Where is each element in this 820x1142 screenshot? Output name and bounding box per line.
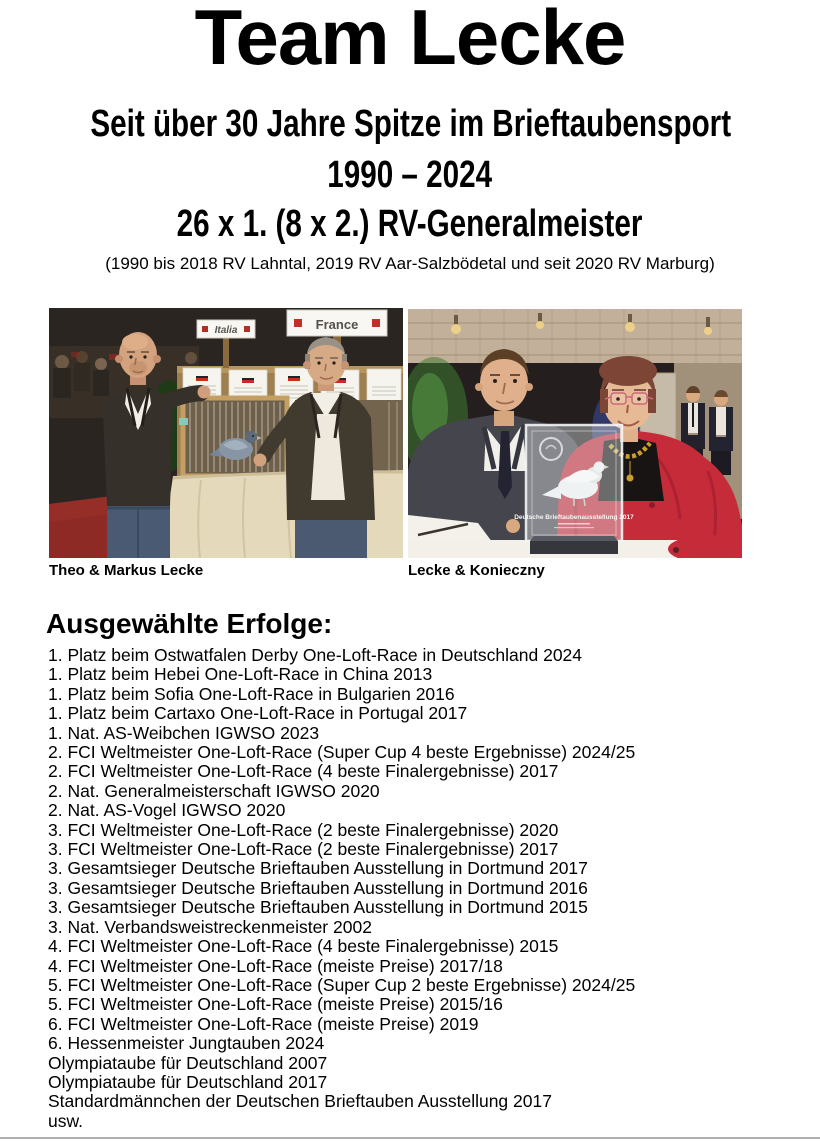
achievement-item: 3. Gesamtsieger Deutsche Brieftauben Ausstellung in Dortmund 2015: [48, 897, 588, 918]
trophy-inscription: Deutsche Brieftaubenausstellung 2017: [514, 514, 634, 521]
france-sign: [287, 310, 387, 336]
achievement-item: 3. Gesamtsieger Deutsche Brieftauben Ausstellung in Dortmund 2016: [48, 877, 588, 898]
achievement-item: 1. Platz beim Sofia One-Loft-Race in Bulgarien 2016: [48, 683, 455, 704]
achievement-item: 5. FCI Weltmeister One-Loft-Race (Super Cup 2 beste Ergebnisse) 2024/25: [48, 974, 636, 995]
achievement-item: 1. Platz beim Cartaxo One-Loft-Race in Portugal 2017: [48, 703, 468, 724]
photo-lecke-konieczny: [408, 309, 742, 558]
photo-theo-markus-svg: [49, 308, 403, 558]
achievement-item: 2. FCI Weltmeister One-Loft-Race (4 beste Finalergebnisse) 2017: [48, 761, 559, 782]
achievement-item: 6. FCI Weltmeister One-Loft-Race (meiste Preise) 2019: [48, 1013, 479, 1034]
achievement-item: usw.: [48, 1110, 84, 1131]
achievement-item: Olympiataube für Deutschland 2017: [48, 1071, 328, 1092]
achievement-item: 3. Nat. Verbandsweistreckenmeister 2002: [48, 916, 372, 937]
photo-theo-markus-lecke: [49, 308, 403, 558]
achievement-item: 4. FCI Weltmeister One-Loft-Race (4 beste Finalergebnisse) 2015: [48, 936, 559, 957]
achievement-item: 4. FCI Weltmeister One-Loft-Race (meiste Preise) 2017/18: [48, 955, 503, 976]
achievement-item: 2. FCI Weltmeister One-Loft-Race (Super Cup 4 beste Ergebnisse) 2024/25: [48, 742, 636, 763]
achievement-item: Standardmännchen der Deutschen Brieftauben Ausstellung 2017: [48, 1091, 552, 1112]
headline-text: 26 x 1. (8 x 2.) RV-Generalmeister: [177, 203, 643, 245]
photo-lecke-konieczny-svg: [408, 309, 742, 558]
achievements-heading: Ausgewählte Erfolge:: [46, 608, 333, 639]
achievement-item: 1. Platz beim Ostwatfalen Derby One-Loft-Race in Deutschland 2024: [48, 645, 583, 665]
achievement-item: 3. Gesamtsieger Deutsche Brieftauben Ausstellung in Dortmund 2017: [48, 858, 588, 879]
achievement-item: Olympiataube für Deutschland 2007: [48, 1052, 328, 1073]
achievement-item: 6. Hessenmeister Jungtauben 2024: [48, 1033, 325, 1054]
club-history: (1990 bis 2018 RV Lahntal, 2019 RV Aar-Salzbödetal und seit 2020 RV Marburg): [105, 254, 715, 273]
achievements-list: [48, 646, 635, 1131]
years-range: [0, 155, 820, 195]
achievement-item: 1. Nat. AS-Weibchen IGWSO 2023: [48, 722, 320, 743]
years-text: 1990 – 2024: [327, 154, 493, 196]
france-sign-label: France: [315, 317, 359, 332]
achievement-item: 2. Nat. AS-Vogel IGWSO 2020: [48, 800, 286, 821]
achievement-item: 5. FCI Weltmeister One-Loft-Race (meiste Preise) 2015/16: [48, 994, 503, 1015]
subtitle-text: Seit über 30 Jahre Spitze im Brieftaubensport: [90, 103, 732, 145]
italia-sign: [197, 320, 255, 338]
achievement-item: 1. Platz beim Hebei One-Loft-Race in China 2013: [48, 664, 433, 685]
photo-caption-left: Theo & Markus Lecke: [49, 562, 204, 579]
achievement-item: 3. FCI Weltmeister One-Loft-Race (2 beste Finalergebnisse) 2020: [48, 819, 559, 840]
achievement-item: 3. FCI Weltmeister One-Loft-Race (2 beste Finalergebnisse) 2017: [48, 839, 559, 860]
page-title: Team Lecke: [194, 0, 626, 81]
bottom-divider: [0, 1137, 820, 1139]
achievement-item: 2. Nat. Generalmeisterschaft IGWSO 2020: [48, 780, 380, 801]
headline: [0, 204, 820, 244]
ceiling: [408, 309, 742, 363]
italia-sign-label: Italia: [214, 325, 238, 336]
subtitle: [0, 104, 820, 144]
photo-caption-right: Lecke & Konieczny: [408, 562, 545, 579]
trophy-glass: [514, 425, 634, 554]
